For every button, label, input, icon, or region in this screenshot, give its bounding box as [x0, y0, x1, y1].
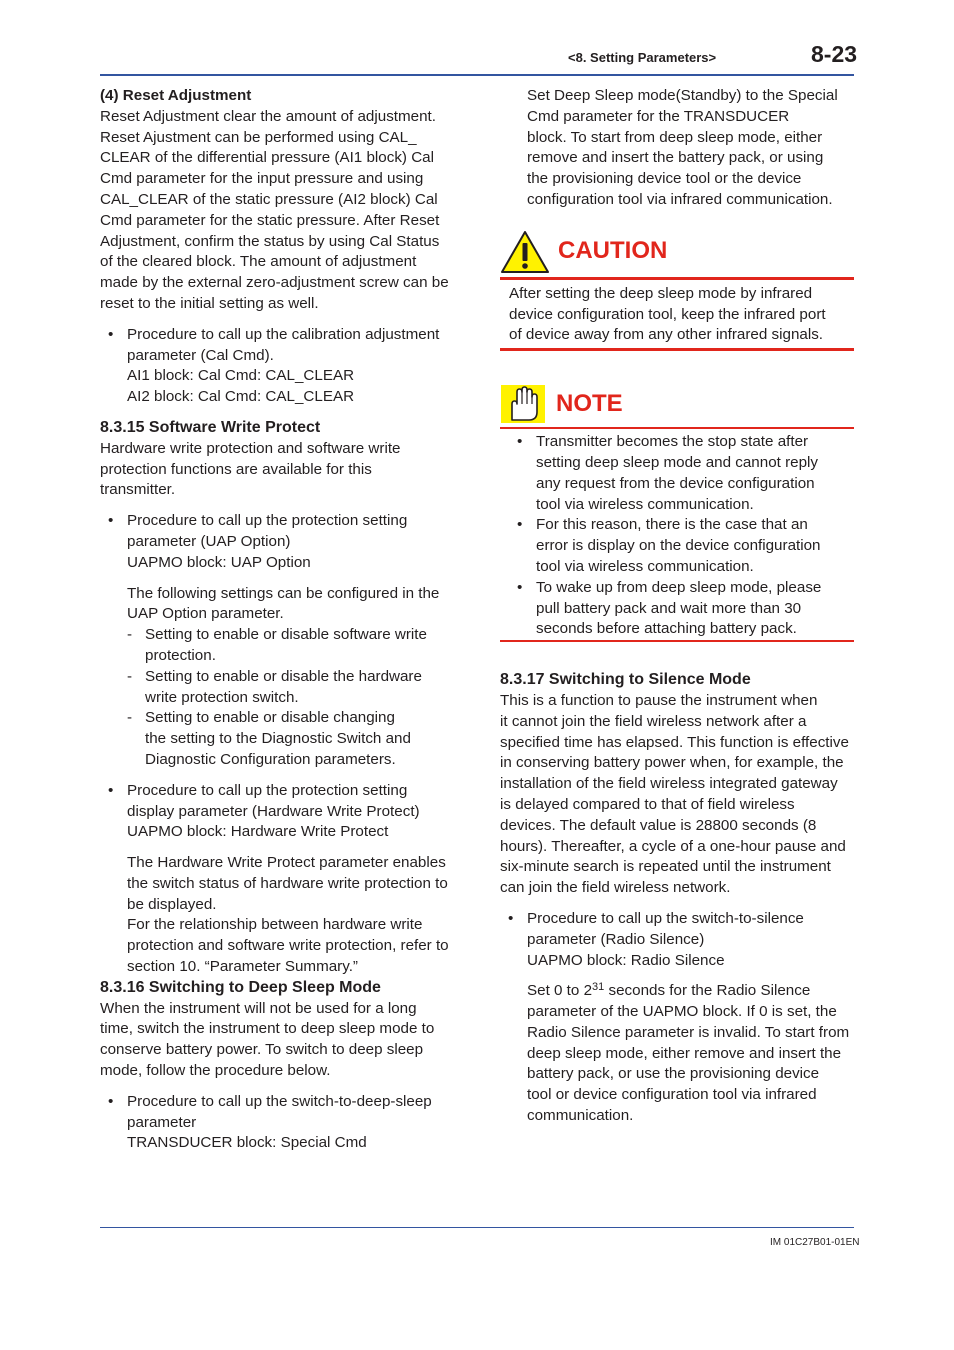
- deep-sleep-procedure-bullet: • Procedure to call up the switch-to-deep-sleep parameter TRANSDUCER block: Special Cmd: [100, 1092, 456, 1154]
- radio-silence-bullet: • Procedure to call up the switch-to-silence parameter (Radio Silence) UAPMO block: Radio Silence: [500, 909, 854, 971]
- note-body: [500, 429, 854, 642]
- right-column: [500, 86, 854, 1127]
- software-write-protect-paragraph: Hardware write protection and software write protection functions are available for this transmitter.: [100, 439, 401, 499]
- warning-triangle-icon: [500, 230, 550, 274]
- reset-adjustment-heading: (4) Reset Adjustment: [100, 87, 252, 104]
- radio-silence-paragraph: Set 0 to $2^{31}$ seconds for the Radio Silence parameter of the UAPMO block. If 0 is set, the Radio Silence parameter is invalid. To start from deep sleep mode, either remove and insert the battery pack, or use the provisioning device tool or device configuration tool via infrared communication.: [527, 981, 850, 1125]
- footer-rule: [100, 1227, 854, 1228]
- deep-sleep-heading: 8.3.16 Switching to Deep Sleep Mode: [100, 978, 381, 996]
- software-write-protect-heading: 8.3.15 Software Write Protect: [100, 418, 321, 436]
- reset-procedure-bullet: • Procedure to call up the calibration adjustment parameter (Cal Cmd). AI1 block: Cal Cmd: CAL_CLEAR AI2 block: Cal Cmd: CAL_CLEAR: [100, 325, 456, 408]
- uap-option-settings-intro: The following settings can be configured in the UAP Option parameter.: [127, 584, 440, 623]
- reset-adjustment-paragraph: Reset Adjustment clear the amount of adjustment. Reset Ajustment can be performed using CAL_ CLEAR of the differential pressure (AI1 block) Cal Cmd parameter for the input pressure and using CAL_CLEAR of the static pressure (AI2 block) Cal Cmd parameter for the static pressure. After Reset Adjustment, confirm the status by using Cal Status of the cleared block. The amount of adjustment made by the external zero-adjustment screw can be reset to the initial setting as well.: [100, 107, 449, 312]
- document-id: IM 01C27B01-01EN: [770, 1237, 860, 1248]
- dash-item: - Setting to enable or disable software write protection.: [100, 625, 456, 667]
- caution-box: [500, 227, 854, 351]
- silence-mode-heading: 8.3.17 Switching to Silence Mode: [500, 671, 751, 689]
- uap-option-bullet: • Procedure to call up the protection setting parameter (UAP Option) UAPMO block: UAP Option: [100, 511, 456, 573]
- note-item: • For this reason, there is the case that an error is display on the device configuration tool via wireless communication.: [500, 515, 854, 577]
- note-header: [500, 381, 854, 429]
- deep-sleep-continued: Set Deep Sleep mode(Standby) to the Special Cmd parameter for the TRANSDUCER block. To start from deep sleep mode, either remove and insert the battery pack, or using the provisioning device tool or the device configuration tool via infrared communication.: [527, 87, 838, 208]
- header-rule: [100, 74, 854, 76]
- note-item: • To wake up from deep sleep mode, please pull battery pack and wait more than 30 seconds before attaching battery pack.: [500, 578, 854, 640]
- hardware-write-protect-bullet: • Procedure to call up the protection setting display parameter (Hardware Write Protect) UAPMO block: Hardware Write Protect: [100, 781, 456, 843]
- note-box: [500, 381, 854, 642]
- page-number: 8-23: [811, 41, 858, 67]
- note-title: NOTE: [556, 389, 623, 417]
- hardware-write-protect-paragraph: The Hardware Write Protect parameter enables the switch status of hardware write protection to be displayed. For the relationship between hardware write protection and software write protection, refer to section 10. “Parameter Summary.”: [127, 854, 449, 976]
- deep-sleep-paragraph: When the instrument will not be used for a long time, switch the instrument to deep sleep mode to conserve battery power. To switch to deep sleep mode, follow the procedure below.: [100, 999, 435, 1080]
- dash-item: - Setting to enable or disable the hardware write protection switch.: [100, 667, 456, 709]
- caution-title: CAUTION: [558, 237, 668, 265]
- hand-icon: [500, 384, 546, 424]
- section-title: <8. Setting Parameters>: [568, 50, 717, 65]
- note-item: • Transmitter becomes the stop state after setting deep sleep mode and cannot reply any request from the device configuration tool via wireless communication.: [500, 432, 854, 515]
- dash-item: - Setting to enable or disable changing the setting to the Diagnostic Switch and Diagnostic Configuration parameters.: [100, 708, 456, 770]
- left-column: [100, 86, 456, 1164]
- silence-mode-paragraph: This is a function to pause the instrument when it cannot join the field wireless network after a specified time has elapsed. This function is effective in conserving battery power when, for example, the installation of the field wireless integrated gateway is delayed compared to that of field wireless devices. The default value is 28800 seconds (8 hours). Thereafter, a cycle of a one-hour pause and six-minute search is repeated until the instrument can join the field wireless network.: [500, 691, 849, 897]
- caution-text: After setting the deep sleep mode by infrared device configuration tool, keep the infrared port of device away from any other infrared signals.: [500, 280, 854, 351]
- caution-header: [500, 227, 854, 280]
